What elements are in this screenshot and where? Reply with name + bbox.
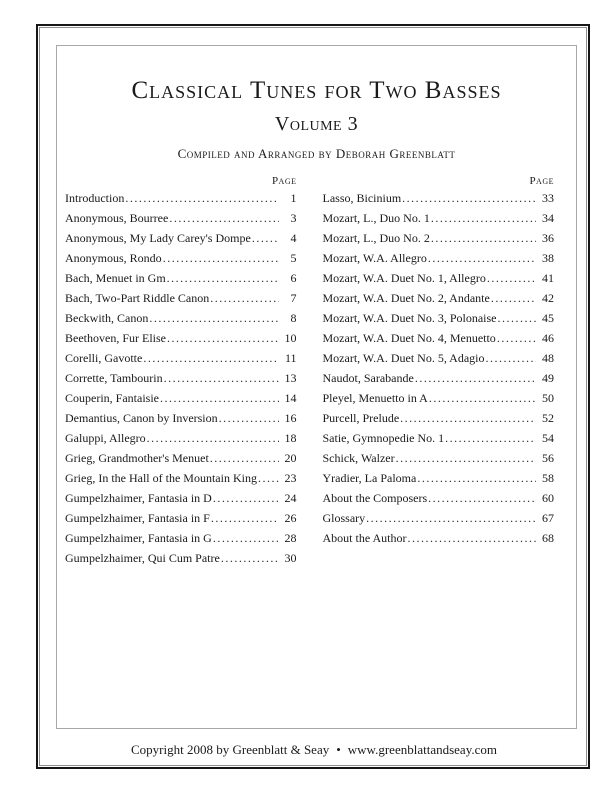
toc-entry-title: Mozart, L., Duo No. 1 — [322, 211, 430, 225]
toc-row — [323, 388, 555, 408]
toc-row — [65, 388, 297, 408]
toc-entry-title: Corrette, Tambourin — [65, 371, 163, 385]
title-block — [57, 76, 576, 162]
toc-right-column — [323, 174, 555, 568]
page-column-header: Page — [529, 175, 554, 187]
toc-entry-page: 33 — [542, 191, 554, 205]
website-text: www.greenblattandseay.com — [347, 742, 497, 757]
toc-left-rows — [65, 188, 297, 568]
toc-entry-page: 50 — [542, 391, 554, 405]
toc-leader-dots — [167, 268, 279, 288]
toc-entry-page: 13 — [284, 371, 297, 385]
toc-row — [65, 528, 297, 548]
toc-entry-title: Schick, Walzer — [322, 451, 395, 465]
toc-entry-title: About the Composers — [322, 491, 428, 505]
toc-leader-dots — [169, 208, 278, 228]
book-title: Classical Tunes for Two Basses — [131, 77, 502, 104]
toc-row — [65, 228, 297, 248]
toc-entry-page: 23 — [284, 471, 297, 485]
toc-leader-dots — [487, 268, 536, 288]
toc-row — [323, 408, 555, 428]
toc-entry-page: 24 — [284, 491, 297, 505]
toc-entry-page: 52 — [542, 411, 554, 425]
toc-row — [65, 268, 297, 288]
toc-leader-dots — [221, 548, 279, 568]
toc-entry-title: Demantius, Canon by Inversion — [65, 411, 218, 425]
toc-entry-page: 8 — [290, 311, 297, 325]
copyright-text: Copyright 2008 by Greenblatt & Seay — [131, 742, 330, 757]
toc-leader-dots — [429, 388, 536, 408]
toc-entry-page: 14 — [284, 391, 297, 405]
toc-entry-page: 46 — [542, 331, 554, 345]
toc-entry-page: 48 — [542, 351, 554, 365]
table-of-contents — [65, 174, 554, 568]
toc-entry-title: Beckwith, Canon — [65, 311, 149, 325]
toc-entry-page: 34 — [542, 211, 554, 225]
toc-entry-title: Mozart, W.A. Duet No. 5, Adagio — [322, 351, 485, 365]
toc-entry-page: 1 — [290, 191, 297, 205]
footer-copyright-line — [37, 741, 591, 758]
toc-row — [65, 188, 297, 208]
toc-row — [65, 548, 297, 568]
toc-leader-dots — [164, 368, 279, 388]
toc-row — [323, 288, 555, 308]
toc-entry-title: About the Author — [322, 531, 407, 545]
toc-leader-dots — [366, 508, 536, 528]
toc-row — [65, 348, 297, 368]
toc-left-column — [65, 174, 297, 568]
toc-entry-page: 36 — [542, 231, 554, 245]
toc-entry-title: Bach, Menuet in Gm — [65, 271, 166, 285]
volume-subtitle: Volume 3 — [274, 113, 359, 135]
toc-row — [65, 408, 297, 428]
toc-leader-dots — [210, 448, 279, 468]
toc-row — [323, 248, 555, 268]
toc-row — [323, 448, 555, 468]
toc-entry-title: Naudot, Sarabande — [322, 371, 414, 385]
toc-entry-title: Grieg, Grandmother's Menuet — [65, 451, 209, 465]
toc-row — [323, 368, 555, 388]
toc-row — [65, 448, 297, 468]
toc-entry-title: Gumpelzhaimer, Fantasia in D — [65, 491, 212, 505]
toc-row — [65, 488, 297, 508]
toc-row — [323, 508, 555, 528]
toc-row — [323, 228, 555, 248]
page-column-header: Page — [271, 175, 297, 187]
toc-entry-title: Satie, Gymnopedie No. 1 — [322, 431, 445, 445]
toc-leader-dots — [396, 448, 536, 468]
toc-entry-page: 10 — [284, 331, 297, 345]
toc-entry-title: Mozart, W.A. Duet No. 3, Polonaise — [322, 311, 497, 325]
toc-entry-title: Bach, Two-Part Riddle Canon — [65, 291, 210, 305]
toc-row — [65, 288, 297, 308]
toc-leader-dots — [211, 508, 279, 528]
toc-leader-dots — [445, 428, 536, 448]
toc-entry-title: Mozart, L., Duo No. 2 — [322, 231, 430, 245]
toc-leader-dots — [163, 248, 279, 268]
toc-entry-page: 3 — [290, 211, 297, 225]
toc-entry-page: 6 — [290, 271, 297, 285]
toc-leader-dots — [402, 188, 536, 208]
toc-entry-page: 26 — [284, 511, 297, 525]
toc-row — [323, 328, 555, 348]
toc-entry-title: Couperin, Fantaisie — [65, 391, 159, 405]
toc-entry-page: 38 — [542, 251, 554, 265]
toc-leader-dots — [431, 208, 536, 228]
toc-entry-title: Lasso, Bicinium — [322, 191, 402, 205]
toc-entry-page: 58 — [542, 471, 554, 485]
toc-row — [323, 188, 555, 208]
toc-entry-page: 41 — [542, 271, 554, 285]
toc-entry-page: 54 — [542, 431, 554, 445]
toc-entry-page: 30 — [284, 551, 297, 565]
toc-leader-dots — [497, 328, 536, 348]
toc-leader-dots — [167, 328, 279, 348]
toc-row — [65, 428, 297, 448]
toc-row — [323, 468, 555, 488]
toc-entry-title: Glossary — [322, 511, 366, 525]
toc-row — [323, 488, 555, 508]
toc-entry-title: Introduction — [65, 191, 125, 205]
toc-entry-title: Pleyel, Menuetto in A — [322, 391, 428, 405]
byline: Compiled and Arranged by Deborah Greenblatt — [177, 146, 456, 161]
toc-entry-title: Mozart, W.A. Duet No. 4, Menuetto — [322, 331, 496, 345]
toc-entry-title: Mozart, W.A. Allegro — [322, 251, 427, 265]
toc-entry-page: 49 — [542, 371, 554, 385]
toc-entry-page: 20 — [284, 451, 297, 465]
toc-entry-page: 4 — [290, 231, 297, 245]
toc-right-rows — [323, 188, 555, 548]
toc-row — [323, 348, 555, 368]
toc-entry-title: Gumpelzhaimer, Qui Cum Patre — [65, 551, 220, 565]
toc-entry-page: 16 — [284, 411, 297, 425]
toc-entry-page: 56 — [542, 451, 554, 465]
toc-leader-dots — [485, 348, 536, 368]
toc-entry-title: Beethoven, Fur Elise — [65, 331, 166, 345]
toc-row — [323, 308, 555, 328]
toc-row — [65, 308, 297, 328]
toc-entry-title: Yradier, La Paloma — [322, 471, 417, 485]
toc-leader-dots — [431, 228, 536, 248]
toc-entry-page: 42 — [542, 291, 554, 305]
toc-leader-dots — [160, 388, 279, 408]
toc-entry-title: Anonymous, Rondo — [65, 251, 162, 265]
toc-leader-dots — [143, 348, 278, 368]
toc-row — [323, 208, 555, 228]
toc-entry-page: 68 — [542, 531, 554, 545]
toc-entry-page: 5 — [290, 251, 297, 265]
toc-leader-dots — [491, 288, 536, 308]
toc-row — [65, 508, 297, 528]
toc-entry-page: 18 — [284, 431, 297, 445]
toc-leader-dots — [497, 308, 536, 328]
toc-entry-title: Mozart, W.A. Duet No. 1, Allegro — [322, 271, 486, 285]
toc-entry-page: 11 — [284, 351, 297, 365]
toc-entry-title: Gumpelzhaimer, Fantasia in G — [65, 531, 212, 545]
toc-entry-page: 67 — [542, 511, 554, 525]
toc-leader-dots — [252, 228, 279, 248]
toc-leader-dots — [408, 528, 537, 548]
toc-entry-page: 60 — [542, 491, 554, 505]
toc-row — [323, 528, 555, 548]
toc-leader-dots — [417, 468, 536, 488]
toc-leader-dots — [400, 408, 536, 428]
toc-entry-title: Grieg, In the Hall of the Mountain King — [65, 471, 257, 485]
toc-leader-dots — [149, 308, 278, 328]
toc-entry-title: Anonymous, My Lady Carey's Dompe — [65, 231, 251, 245]
toc-leader-dots — [213, 488, 279, 508]
toc-leader-dots — [219, 408, 279, 428]
toc-leader-dots — [147, 428, 279, 448]
bullet-separator: • — [336, 742, 341, 757]
toc-leader-dots — [428, 248, 536, 268]
content-box — [56, 45, 577, 729]
toc-leader-dots — [125, 188, 278, 208]
toc-row — [65, 368, 297, 388]
toc-leader-dots — [415, 368, 536, 388]
toc-row — [65, 468, 297, 488]
toc-leader-dots — [210, 288, 278, 308]
toc-entry-title: Corelli, Gavotte — [65, 351, 143, 365]
toc-leader-dots — [428, 488, 536, 508]
toc-entry-page: 7 — [290, 291, 297, 305]
toc-entry-title: Galuppi, Allegro — [65, 431, 146, 445]
toc-row — [65, 248, 297, 268]
toc-row — [323, 268, 555, 288]
toc-entry-title: Gumpelzhaimer, Fantasia in F — [65, 511, 210, 525]
toc-entry-page: 45 — [542, 311, 554, 325]
toc-leader-dots — [213, 528, 279, 548]
toc-leader-dots — [258, 468, 279, 488]
toc-row — [323, 428, 555, 448]
toc-entry-title: Purcell, Prelude — [322, 411, 400, 425]
toc-entry-page: 28 — [284, 531, 297, 545]
toc-entry-title: Mozart, W.A. Duet No. 2, Andante — [322, 291, 490, 305]
toc-row — [65, 208, 297, 228]
toc-entry-title: Anonymous, Bourree — [65, 211, 169, 225]
toc-row — [65, 328, 297, 348]
